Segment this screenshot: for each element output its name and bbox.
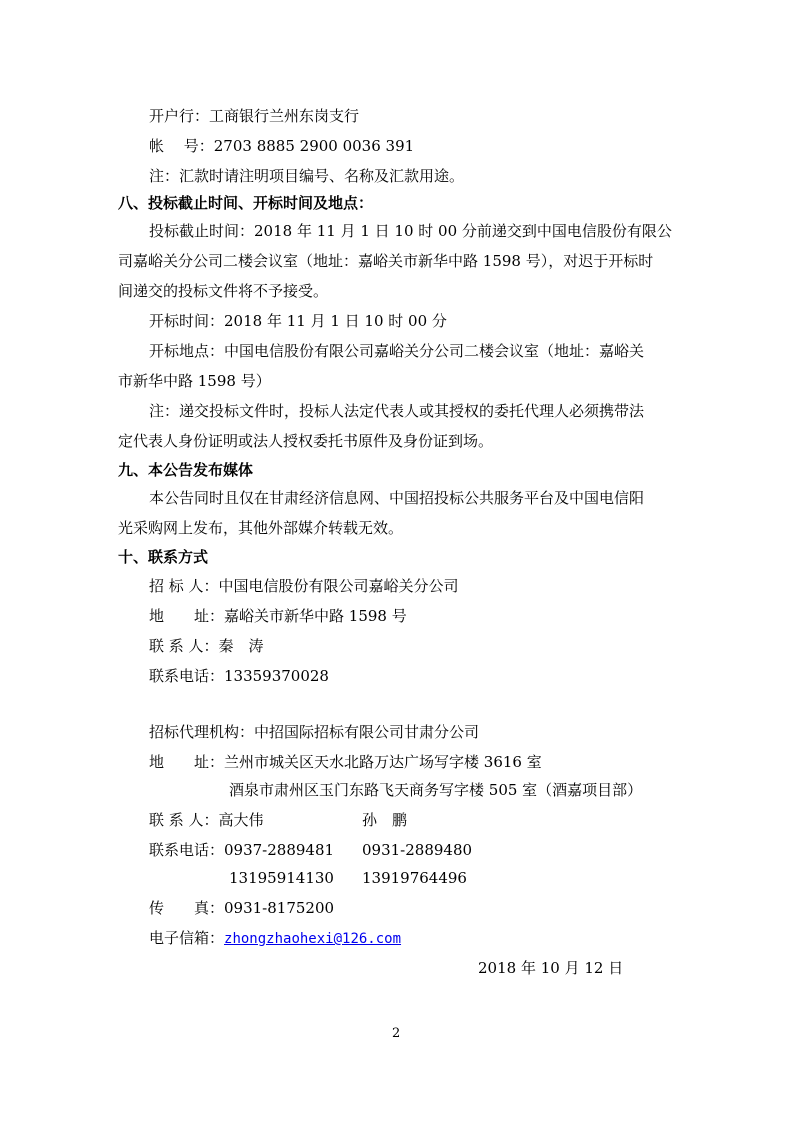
agency-contact-line: 联 系 人：高大伟 xyxy=(149,811,264,829)
section-9-heading: 九、本公告发布媒体 xyxy=(118,461,254,479)
agency-phone-line: 联系电话：0937-2889481 xyxy=(149,841,335,859)
agency-mobile-2: 13919764496 xyxy=(362,869,467,887)
open-place-line-1: 开标地点：中国电信股份有限公司嘉峪关分公司二楼会议室（地址：嘉峪关 xyxy=(149,342,645,360)
section-10-heading: 十、联系方式 xyxy=(118,548,209,566)
submission-note-line-2: 定代表人身份证明或法人授权委托书原件及身份证到场。 xyxy=(118,432,494,450)
bank-account-line: 帐 号：2703 8885 2900 0036 391 xyxy=(149,137,415,155)
agency-contact-2: 孙 鹏 xyxy=(362,811,408,829)
email-row xyxy=(149,928,401,949)
media-line-1: 本公告同时且仅在甘肃经济信息网、中国招投标公共服务平台及中国电信阳 xyxy=(149,489,645,507)
email-label: 电子信箱： xyxy=(149,929,225,947)
page-number: 2 xyxy=(392,1026,401,1041)
tenderer-address-line: 地 址：嘉峪关市新华中路 1598 号 xyxy=(149,607,407,625)
agency-line: 招标代理机构：中招国际招标有限公司甘肃分公司 xyxy=(149,723,480,741)
open-time-line: 开标时间：2018 年 11 月 1 日 10 时 00 分 xyxy=(149,312,447,330)
agency-phone-2: 0931-2889480 xyxy=(362,841,473,859)
email-link[interactable]: zhongzhaohexi@126.com xyxy=(224,931,402,947)
tenderer-phone-line: 联系电话：13359370028 xyxy=(149,667,329,685)
tenderer-line: 招 标 人：中国电信股份有限公司嘉峪关分公司 xyxy=(149,577,459,595)
bank-name-line: 开户行：工商银行兰州东岗支行 xyxy=(149,107,360,125)
submission-note-line-1: 注：递交投标文件时，投标人法定代表人或其授权的委托代理人必须携带法 xyxy=(149,402,645,420)
deadline-line-1: 投标截止时间：2018 年 11 月 1 日 10 时 00 分前递交到中国电信股份有限公 xyxy=(149,222,672,240)
deadline-line-2: 司嘉峪关分公司二楼会议室（地址：嘉峪关市新华中路 1598 号），对迟于开标时 xyxy=(118,252,654,270)
fax-line: 传 真：0931-8175200 xyxy=(149,899,335,917)
section-8-heading: 八、投标截止时间、开标时间及地点： xyxy=(118,194,374,212)
open-place-line-2: 市新华中路 1598 号） xyxy=(118,372,271,390)
deadline-line-3: 间递交的投标文件将不予接受。 xyxy=(118,282,329,300)
agency-mobile-1: 13195914130 xyxy=(229,869,334,887)
bank-note-line: 注：汇款时请注明项目编号、名称及汇款用途。 xyxy=(149,167,465,185)
agency-address-line-1: 地 址：兰州市城关区天水北路万达广场写字楼 3616 室 xyxy=(149,753,542,771)
agency-address-line-2: 酒泉市肃州区玉门东路飞天商务写字楼 505 室（酒嘉项目部） xyxy=(229,781,643,799)
document-date: 2018 年 10 月 12 日 xyxy=(478,959,624,977)
media-line-2: 光采购网上发布，其他外部媒介转载无效。 xyxy=(118,519,404,537)
tenderer-contact-line: 联 系 人：秦 涛 xyxy=(149,637,264,655)
